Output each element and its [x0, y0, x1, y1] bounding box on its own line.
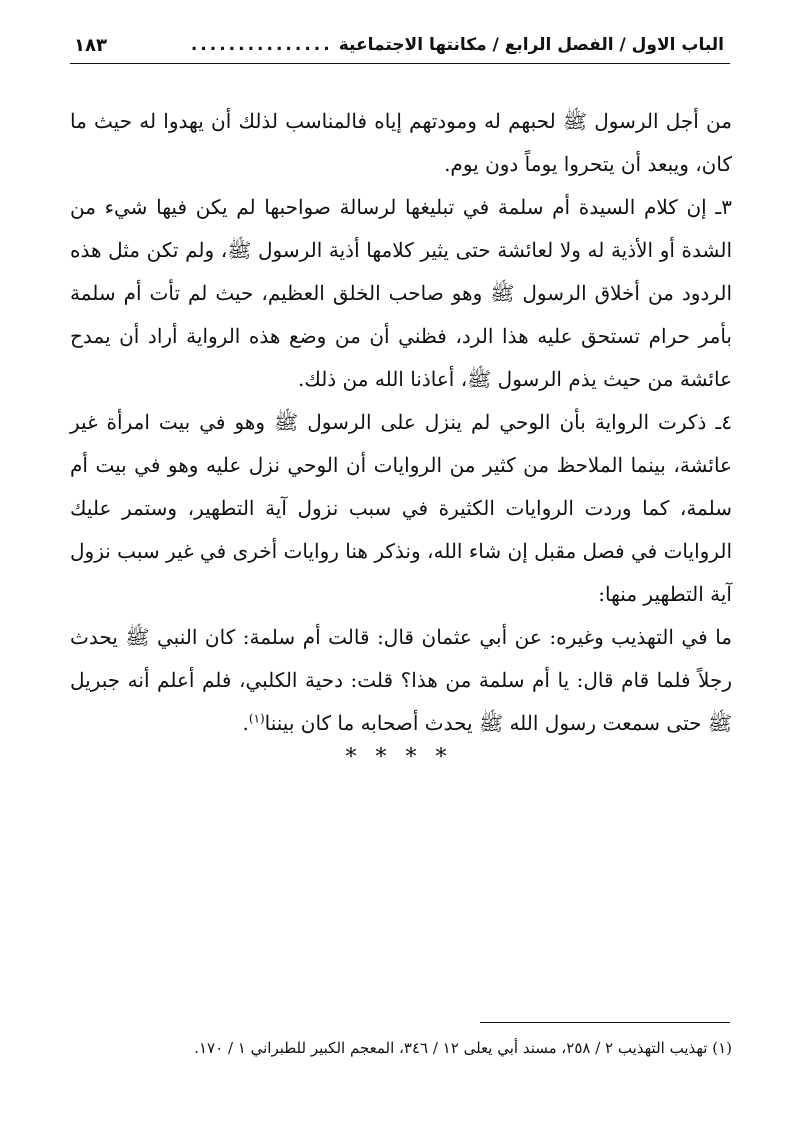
paragraph-1: من أجل الرسول ﷺ لحبهم له ومودتهم إياه فالمناسب لذلك أن يهدوا له حيث ما كان، ويبعد أن يتحروا يوماً دون يوم.: [70, 109, 732, 176]
page-number: ١٨٣: [74, 34, 107, 56]
paragraph-3: ٤ـ ذكرت الرواية بأن الوحي لم ينزل على الرسول ﷺ وهو في بيت امرأة غير عائشة، بينما الملاحظ من كثير من الروايات أن الوحي نزل عليه وهو في بيت أم سلمة، كما وردت الروايات الكثيرة في سبب نزول آية التطهير، وستمر عليك الروايات في فصل مقبل إن شاء الله، ونذكر هنا روايات أخرى في غير سبب نزول آية التطهير منها:: [70, 410, 732, 606]
paragraph-4-text: ما في التهذيب وغيره: عن أبي عثمان قال: قالت أم سلمة: كان النبي ﷺ يحدث رجلاً فلما قام قال: يا أم سلمة من هذا؟ قلت: دحية الكلبي، فلم أعلم أنه جبريل ﷺ حتى سمعت رسول الله ﷺ يحدث أصحابه ما كان بيننا: [70, 625, 732, 735]
header-rule: [70, 63, 730, 64]
footnote-rule: [480, 1022, 730, 1023]
paragraph-2: ٣ـ إن كلام السيدة أم سلمة في تبليغها لرسالة صواحبها لم يكن فيها شيء من الشدة أو الأذية له ولا لعائشة حتى يثير كلامها أذية الرسول ﷺ، ولم تكن مثل هذه الردود من أخلاق الرسول ﷺ وهو صاحب الخلق العظيم، حيث لم تأت أم سلمة بأمر حرام تستحق عليه هذا الرد، فظني أن من وضع هذه الرواية أراد أن يمدح عائشة من حيث يذم الرسول ﷺ، أعاذنا الله من ذلك.: [70, 195, 732, 391]
chapter-title: الباب الاول / الفصل الرابع / مكانتها الاجتماعية: [338, 35, 724, 55]
footnote: (١) تهذيب التهذيب ٢ / ٢٥٨، مسند أبي يعلى ١٢ / ٣٤٦، المعجم الكبير للطبراني ١ / ١٧٠.: [194, 1039, 732, 1057]
footnote-marker: (١): [248, 711, 265, 726]
section-divider: * * * *: [345, 745, 453, 770]
paragraph-4: [70, 616, 732, 745]
dot-leader: ...............: [190, 35, 333, 55]
closing-punctuation: .: [242, 711, 249, 735]
body-text: [70, 100, 732, 745]
running-header: [74, 30, 724, 60]
